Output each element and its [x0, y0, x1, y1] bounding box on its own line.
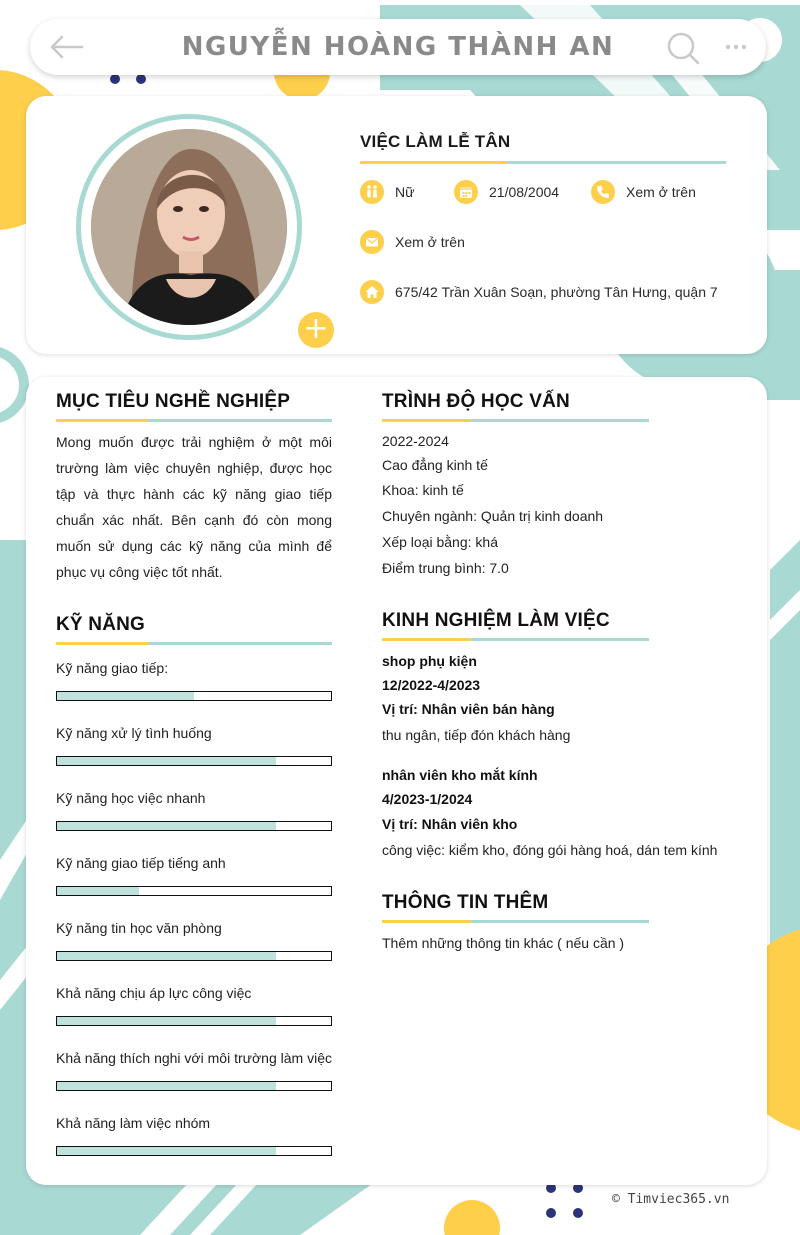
job-company: shop phụ kiện — [382, 653, 477, 669]
skill-label: Kỹ năng học việc nhanh — [56, 790, 206, 806]
education-line: Chuyên ngành: Quản trị kinh doanh — [382, 508, 604, 524]
skill-level-bar — [56, 756, 332, 766]
address-value: 675/42 Trần Xuân Soạn, phường Tân Hưng, quận 7 — [395, 284, 718, 300]
skill-label: Kỹ năng giao tiếp tiếng anh — [56, 855, 226, 871]
birthday-value: 21/08/2004 — [489, 184, 560, 200]
email-info — [360, 230, 465, 254]
candidate-name: NGUYỄN HOÀNG THÀNH AN — [181, 32, 615, 62]
skill-level-bar — [56, 691, 332, 701]
objective-title: MỤC TIÊU NGHỀ NGHIỆP — [56, 391, 291, 412]
gender-icon — [360, 180, 384, 204]
job-position: Vị trí: Nhân viên kho — [382, 816, 518, 832]
experience-title: KINH NGHIỆM LÀM VIỆC — [382, 610, 610, 631]
objective-text: Mong muốn được trải nghiệm ở một môi trường làm việc chuyên nghiệp, được học tập và thực hành các kỹ năng giao tiếp chuẩn xác nhất. Bên cạnh đó còn mong muốn sử dụng các kỹ năng của mình để phục vụ công việc tốt nhất. — [56, 434, 332, 580]
objective-underline — [56, 419, 332, 422]
address-info — [360, 280, 718, 304]
skill-label: Khả năng làm việc nhóm — [56, 1115, 211, 1131]
skill-level-bar — [56, 1016, 332, 1026]
skill-level-bar — [56, 1081, 332, 1091]
extra-info-title: THÔNG TIN THÊM — [382, 892, 549, 913]
education-title: TRÌNH ĐỘ HỌC VẤN — [382, 391, 570, 412]
home-icon — [360, 280, 384, 304]
header-bar — [30, 19, 766, 75]
phone-value: Xem ở trên — [626, 184, 696, 200]
job-description: công việc: kiểm kho, đóng gói hàng hoá, dán tem kính — [382, 842, 718, 858]
skills-title: KỸ NĂNG — [56, 614, 146, 635]
cv-body-card — [26, 377, 767, 1185]
skill-level-fill — [57, 1082, 276, 1090]
skill-level-fill — [57, 1147, 276, 1155]
job-company: nhân viên kho mắt kính — [382, 767, 538, 783]
skill-label: Kỹ năng tin học văn phòng — [56, 920, 222, 936]
education-underline — [382, 419, 649, 422]
avatar — [91, 129, 287, 325]
skill-level-fill — [57, 887, 139, 895]
profile-card — [26, 96, 767, 354]
skill-level-bar — [56, 1146, 332, 1156]
job-position: Vị trí: Nhân viên bán hàng — [382, 701, 555, 717]
job-title: VIỆC LÀM LỄ TÂN — [360, 132, 511, 151]
title-underline — [360, 161, 726, 164]
phone-info — [591, 180, 696, 204]
education-line: Xếp loại bằng: khá — [382, 534, 498, 550]
education-line: 2022-2024 — [382, 433, 449, 449]
extra-info-text: Thêm những thông tin khác ( nếu cần ) — [382, 935, 625, 951]
education-line: Điểm trung bình: 7.0 — [382, 560, 509, 576]
phone-icon — [591, 180, 615, 204]
mail-icon — [360, 230, 384, 254]
skill-level-fill — [57, 1017, 276, 1025]
calendar-icon — [454, 180, 478, 204]
education-line: Cao đẳng kinh tế — [382, 457, 488, 473]
email-value: Xem ở trên — [395, 234, 465, 250]
add-photo-button[interactable]: + — [298, 312, 334, 348]
skill-level-fill — [57, 692, 194, 700]
skill-level-fill — [57, 952, 276, 960]
skill-level-bar — [56, 886, 332, 896]
skill-level-fill — [57, 757, 276, 765]
education-line: Khoa: kinh tế — [382, 482, 464, 498]
gender-value: Nữ — [395, 184, 415, 200]
skill-level-fill — [57, 822, 276, 830]
avatar-frame — [76, 114, 329, 346]
more-dots-icon[interactable] — [724, 37, 748, 57]
search-icon[interactable] — [666, 31, 700, 65]
skill-label: Kỹ năng giao tiếp: — [56, 660, 169, 676]
experience-underline — [382, 638, 649, 641]
skill-label: Khả năng chịu áp lực công việc — [56, 985, 252, 1001]
skill-level-bar — [56, 821, 332, 831]
skills-underline — [56, 642, 332, 645]
skill-level-bar — [56, 951, 332, 961]
job-period: 4/2023-1/2024 — [382, 791, 473, 807]
extra-info-underline — [382, 920, 649, 923]
job-description: thu ngân, tiếp đón khách hàng — [382, 727, 571, 743]
copyright-footer: © Timviec365.vn — [612, 1192, 730, 1207]
skill-label: Kỹ năng xử lý tình huống — [56, 725, 212, 741]
birthday-info — [454, 180, 559, 204]
skill-label: Khả năng thích nghi với môi trường làm việc — [56, 1050, 332, 1066]
job-period: 12/2022-4/2023 — [382, 677, 481, 693]
gender-info — [360, 180, 414, 204]
